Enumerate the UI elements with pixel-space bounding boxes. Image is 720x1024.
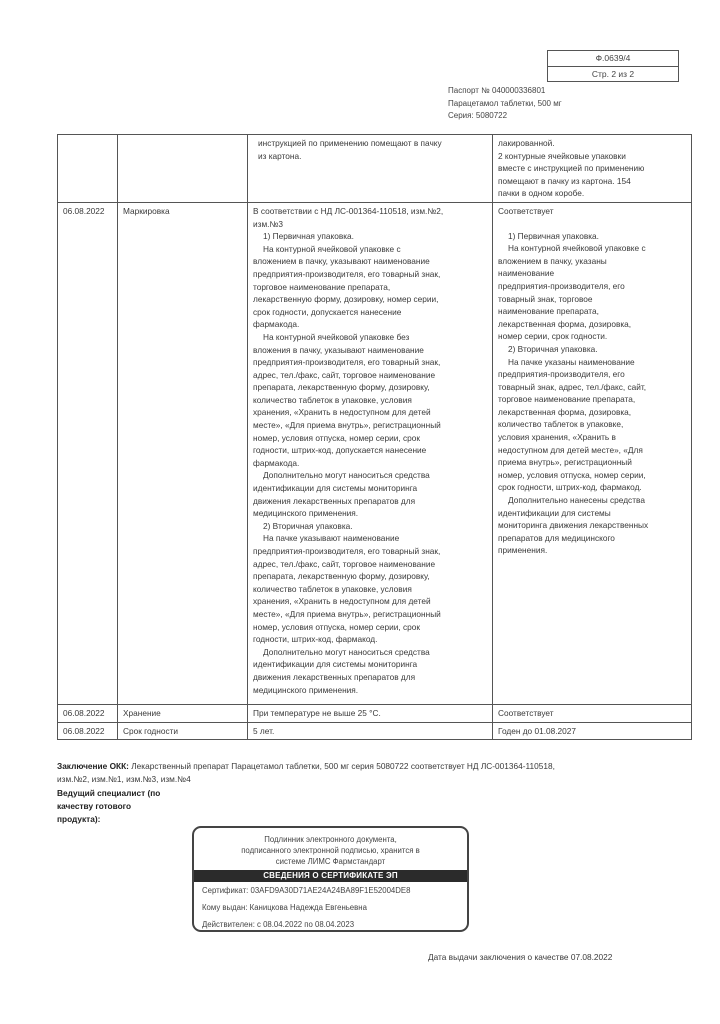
text-line: На пачке указывают наименование [263,533,400,544]
text-line: количество таблеток в упаковке, условия [253,394,412,405]
text-line: На контурной ячейковой упаковке с [508,243,646,254]
text-line: условия хранения, «Хранить в [498,432,616,443]
date-cell [58,135,118,203]
table-row [58,202,692,704]
text-line: препарата, лекарственную форму, дозировку, [253,382,430,393]
text-line: годности, штрих-код, фармакод. [253,634,378,645]
stamp-line: системе ЛИМС Фармстандарт [275,857,386,866]
text-line: препарата, лекарственную форму, дозировку, [253,571,430,582]
text-line: вместе с инструкцией по применению [498,163,645,174]
result-cell [493,202,692,704]
electronic-signature-stamp [192,826,469,932]
text-line: медицинского применения. [253,684,359,695]
text-line: Соответствует [498,205,554,216]
date-cell: 06.08.2022 [58,202,118,704]
requirement-cell: 5 лет. [248,722,493,740]
text-line: изм.№3 [253,218,283,229]
text-line: приема внутрь», регистрационный [498,457,632,468]
table-row [58,704,692,722]
text-line: лекарственная форма, дозировка, [498,406,632,417]
stamp-line: подписанного электронной подписью, хранится в [241,846,420,855]
parameter-cell [118,135,248,203]
text-line: движения лекарственных препаратов для [253,671,416,682]
requirement-cell [248,135,493,203]
form-code: Ф.0639/4 [548,51,678,67]
text-line: предприятия-производителя, его [498,369,625,380]
text-line: месте», «Для приема внутрь», регистрационный [253,608,441,619]
conclusion-label: Заключение ОКК: [57,761,129,771]
text-line: адрес, тел./факс, сайт, торговое наименование [253,558,436,569]
text-line: вложением в пачку, указаны [498,255,607,266]
requirement-cell: При температуре не выше 25 °C. [248,704,493,722]
form-code-box [547,50,679,82]
text-line: предприятия-производителя, его товарный знак, [253,546,441,556]
text-line: Дополнительно нанесены средства [508,495,645,506]
stamp-line: Подлинник электронного документа, [264,835,397,844]
text-line: предприятия-производителя, его товарный знак, [253,268,441,279]
text-line: помещают в пачку из картона. 154 [498,175,631,186]
text-line: недоступном для детей месте», «Для [498,444,643,455]
text-line: 2 контурные ячейковые упаковки [498,150,626,161]
stamp-band: СВЕДЕНИЯ О СЕРТИФИКАТЕ ЭП [194,870,467,882]
conclusion-text-continued: изм.№2, изм.№1, изм.№3, изм.№4 [57,774,191,784]
text-line: 2) Вторичная упаковка. [263,520,353,531]
parameter-cell: Срок годности [118,722,248,740]
result-cell: Соответствует [493,704,692,722]
series-number: Серия: 5080722 [448,111,508,120]
stamp-certificate: Сертификат: 03AFD9A30D71AE24A24BA89F1E52004DE8 [202,886,411,895]
text-line: движения лекарственных препаратов для [253,495,416,506]
conclusion-text: Лекарственный препарат Парацетамол таблетки, 500 мг серия 5080722 соответствует НД ЛС-001364-110518, [128,761,555,771]
spacer [498,218,686,230]
text-line: номер серии, срок годности. [498,331,608,342]
text-line: инструкцией по применению помещают в пачку [258,138,442,148]
test-results-table [57,134,692,740]
conclusion [57,760,677,786]
text-line: На контурной ячейковой упаковке без [263,331,410,342]
text-line: товарный знак, адрес, тел./факс, сайт, [498,381,647,392]
text-line: идентификации для системы [498,507,611,518]
text-line: срок годности, штрих-код, фармакод. [498,482,642,493]
text-line: адрес, тел./факс, сайт, торговое наименование [253,369,436,380]
text-line: идентификации для системы мониторинга [253,659,418,670]
text-line: вложением в пачку, указывают наименование [253,256,430,267]
lead-specialist-line: качеству готового [57,801,132,811]
passport-info [448,85,562,123]
text-line: В соответствии с НД ЛС-001364-110518, изм.№2, [253,205,444,216]
text-line: лекарственную форму, дозировку, номер серии, [253,294,439,305]
text-line: мониторинга движения лекарственных [498,520,649,531]
text-line: количество таблеток в упаковке, [498,419,624,430]
issue-date: Дата выдачи заключения о качестве 07.08.2022 [428,952,613,962]
text-line: хранения, «Хранить в недоступном для детей [253,596,431,607]
text-line: Дополнительно могут наноситься средства [263,470,430,481]
stamp-validity: Действителен: с 08.04.2022 по 08.04.2023 [202,920,355,929]
text-line: наименование [498,268,555,279]
stamp-issued-to: Кому выдан: Каницкова Надежда Евгеньевна [202,903,367,912]
text-line: предприятия-производителя, его [498,280,625,291]
text-line: 1) Первичная упаковка. [263,231,354,242]
product-name: Парацетамол таблетки, 500 мг [448,98,562,108]
requirement-cell [248,202,493,704]
page-number: Стр. 2 из 2 [591,69,635,79]
text-line: препаратов для медицинского [498,532,615,543]
text-line: лакированной. [498,138,555,148]
date-cell: 06.08.2022 [58,704,118,722]
text-line: наименование препарата, [498,306,599,317]
text-line: товарный знак, торговое [498,293,593,304]
text-line: срок годности, допускается нанесение [253,306,402,317]
passport-number: Паспорт № 040000336801 [448,86,546,95]
text-line: медицинского применения. [253,508,359,519]
text-line: фармакода. [253,457,300,468]
date-cell: 06.08.2022 [58,722,118,740]
text-line: лекарственная форма, дозировка, [498,318,632,329]
text-line: из картона. [258,150,302,161]
text-line: 1) Первичная упаковка. [508,230,599,241]
table-row [58,722,692,740]
lead-specialist-line: Ведущий специалист (по [57,788,161,798]
text-line: Дополнительно могут наноситься средства [263,646,430,657]
text-line: номер, условия отпуска, номер серии, [498,469,646,480]
text-line: годности, штрих-код, допускается нанесение [253,445,427,456]
text-line: вложения в пачку, указывают наименование [253,344,424,355]
text-line: номер, условия отпуска, номер серии, срок [253,432,420,443]
text-line: предприятия-производителя, его товарный знак, [253,357,441,368]
result-cell: Годен до 01.08.2027 [493,722,692,740]
text-line: количество таблеток в упаковке, условия [253,583,412,594]
parameter-cell: Хранение [118,704,248,722]
lead-specialist-line: продукта): [57,814,101,824]
table-row [58,135,692,203]
text-line: фармакода. [253,319,300,330]
lead-specialist [57,787,160,826]
text-line: применения. [498,545,548,556]
text-line: пачки в одном коробе. [498,188,585,199]
text-line: идентификации для системы мониторинга [253,483,418,494]
result-cell [493,135,692,203]
text-line: торговое наименование препарата, [498,394,636,405]
parameter-cell: Маркировка [118,202,248,704]
text-line: На пачке указаны наименование [508,356,635,367]
text-line: месте», «Для приема внутрь», регистрационный [253,420,441,431]
text-line: торговое наименование препарата, [253,281,391,292]
text-line: На контурной ячейковой упаковке с [263,243,401,254]
text-line: 2) Вторичная упаковка. [508,343,598,354]
text-line: хранения, «Хранить в недоступном для детей [253,407,431,418]
text-line: номер, условия отпуска, номер серии, срок [253,621,420,632]
